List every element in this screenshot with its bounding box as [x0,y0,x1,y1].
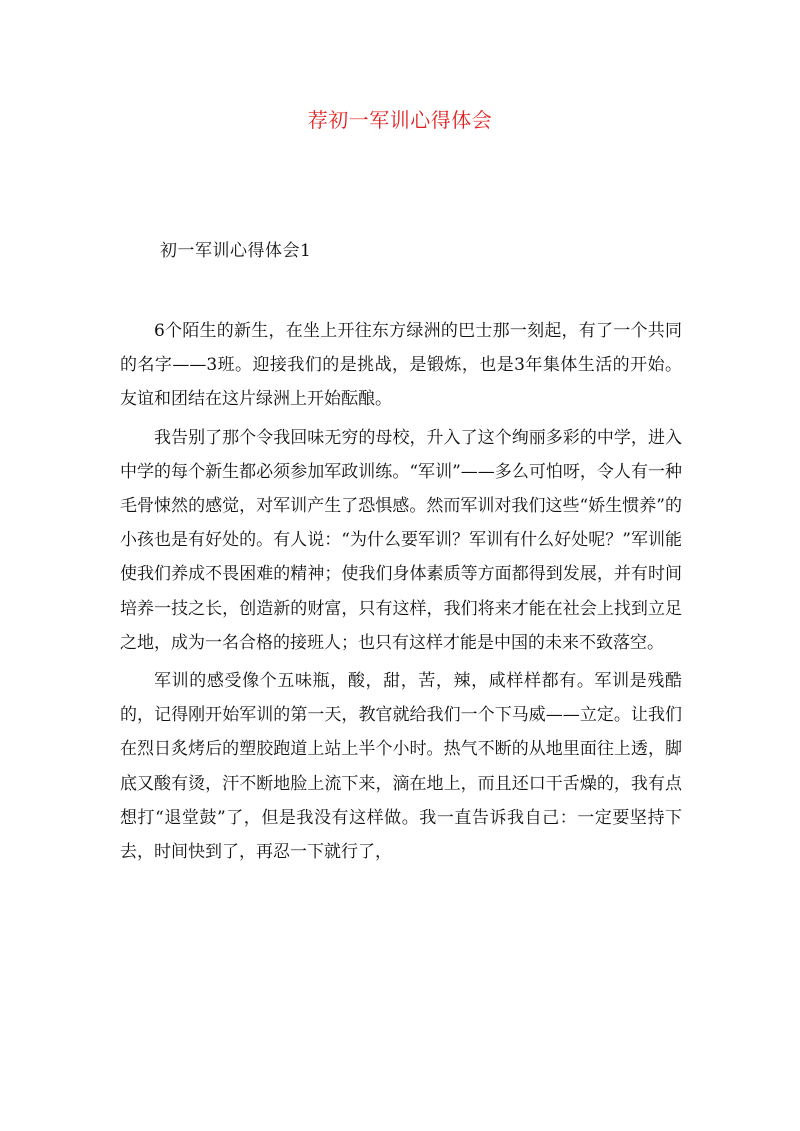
paragraph-3: 军训的感受像个五味瓶，酸，甜，苦，辣，咸样样都有。军训是残酷的，记得刚开始军训的第一天，教官就给我们一个下马威——立定。让我们在烈日炙烤后的塑胶跑道上站上半个小时。热气不断的从地里面往上透，脚底又酸有烫，汗不断地脸上流下来，滴在地上，而且还口干舌燥的，我有点想打“退堂鼓”了，但是我没有这样做。我一直告诉我自己：一定要坚持下去，时间快到了，再忍一下就行了， [120,671,682,863]
paragraph-2: 我告别了那个令我回味无穷的母校，升入了这个绚丽多彩的中学，进入中学的每个新生都必须参加军政训练。“军训”——多么可怕呀，令人有一种毛骨悚然的感觉，对军训产生了恐惧感。然而军训对我们这些“娇生惯养”的小孩也是有好处的。有人说：“为什么要军训？军训有什么好处呢？”军训能使我们养成不畏困难的精神；使我们身体素质等方面都得到发展，并有时间培养一技之长，创造新的财富，只有这样，我们将来才能在社会上找到立足之地，成为一名合格的接班人；也只有这样才能是中国的未来不致落空。 [120,427,682,653]
paragraph-1: 6个陌生的新生，在坐上开往东方绿洲的巴士那一刻起，有了一个共同的名字——3班。迎接我们的是挑战，是锻炼，也是3年集体生活的开始。友谊和团结在这片绿洲上开始酝酿。 [120,321,682,410]
body-text [120,314,682,873]
section-heading: 初一军训心得体会1 [160,241,312,261]
document-title: 荐初一军训心得体会 [307,108,493,132]
